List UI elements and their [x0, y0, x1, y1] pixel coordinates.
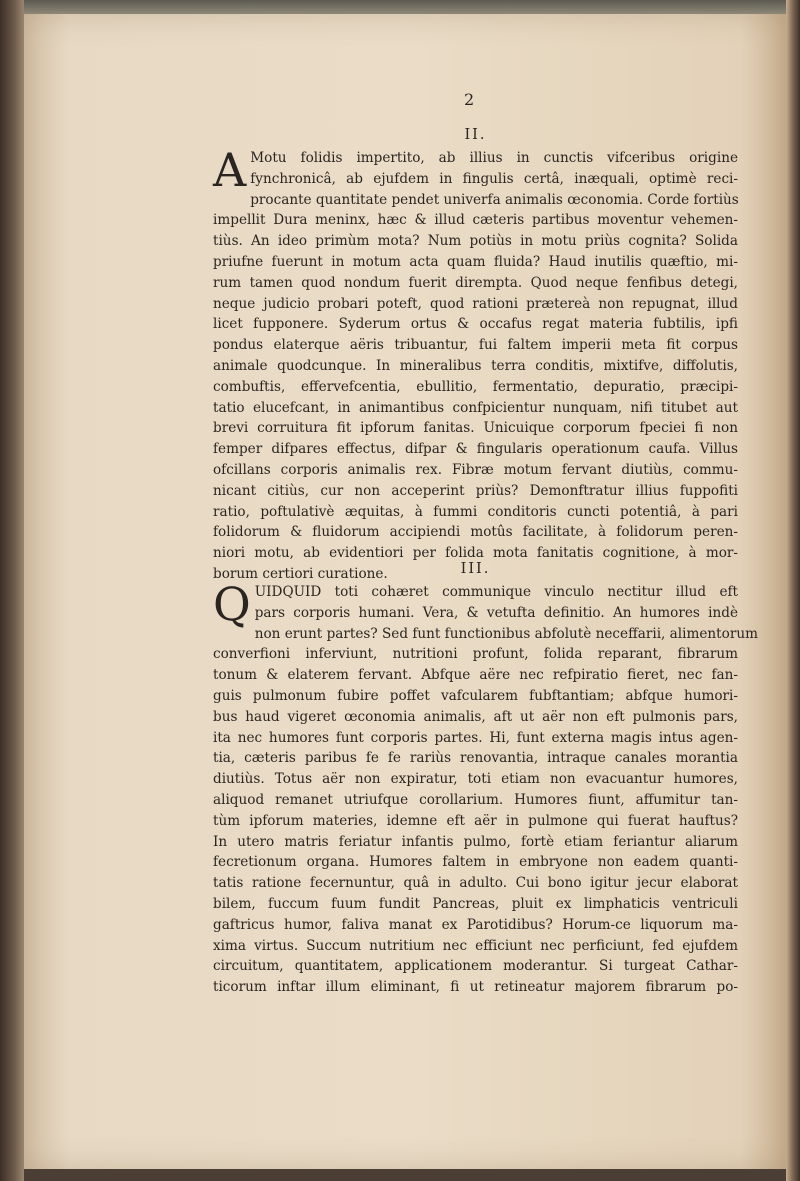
text-line: niori motu, ab evidentiori per folida mota fanitatis cognitione, à mor-	[213, 545, 738, 562]
text-line: brevi corruitura fit ipforum fanitas. Unicuique corporum fpeciei fi non	[213, 420, 738, 437]
text-line: ticorum inftar illum eliminant, fi ut retineatur majorem fibrarum po-	[213, 979, 738, 996]
text-line: tùm ipforum materies, idemne eft aër in pulmone qui fuerat hauftus?	[213, 812, 738, 829]
section-heading-iii: III.	[460, 561, 491, 577]
text-line: diutiùs. Totus aër non expiratur, toti etiam non evacuantur humores,	[213, 771, 738, 788]
text-line: borum certiori curatione.	[213, 565, 388, 582]
text-line: converfioni inferviunt, nutritioni profunt, folida reparant, fibrarum	[213, 646, 738, 663]
text-line: ratio, poftulativè æquitas, à fummi conditoris cuncti potentiâ, à pari	[213, 503, 738, 520]
text-line: folidorum & fluidorum accipiendi motûs facilitate, à folidorum peren-	[213, 524, 738, 541]
text-line: fynchronicâ, ab ejufdem in fingulis certâ, inæquali, optimè reci-	[250, 170, 738, 187]
text-line: tatio elucefcant, in animantibus confpicientur nunquam, nifi titubet aut	[213, 399, 738, 416]
section-iii-body	[213, 577, 758, 998]
text-line: Motu folidis impertito, ab illius in cunctis vifceribus origine	[250, 150, 738, 166]
text-line: ita nec humores funt corporis partes. Hi, funt externa magis intus agen-	[213, 729, 738, 746]
section-heading-ii: II.	[464, 127, 487, 143]
text-line: tia, cæteris paribus fe fe rariùs renovantia, intraque canales morantia	[213, 750, 738, 767]
dropcap-q: Q	[213, 577, 251, 631]
text-line: licet fupponere. Syderum ortus & occafus regat materia fubtilis, ipfi	[213, 316, 738, 333]
text-line: tiùs. An ideo primùm mota? Num potiùs in motu priùs cognita? Solida	[213, 233, 738, 250]
text-line: guis pulmonum fubire poffet vafcularem fubftantiam; abfque humori-	[213, 687, 738, 704]
text-line: tonum & elaterem fervant. Abfque aëre nec refpiratio fieret, nec fan-	[213, 667, 738, 684]
text-line: In utero matris feriatur infantis pulmo, fortè etiam feriantur aliarum	[213, 833, 738, 850]
section-ii-body	[213, 143, 739, 585]
text-line: xima virtus. Succum nutritium nec efficiunt nec perficiunt, fed ejufdem	[213, 937, 738, 954]
text-line: non erunt partes? Sed funt functionibus abfolutè neceffarii, alimentorum	[254, 625, 758, 642]
text-line: circuitum, quantitatem, applicationem moderantur. Si turgeat Cathar-	[213, 958, 738, 975]
text-line: impellit Dura meninx, hæc & illud cæteris partibus moventur vehemen-	[213, 212, 738, 229]
text-line: pars corporis humani. Vera, & vetufta definitio. An humores indè	[254, 604, 738, 621]
text-line: tatis ratione fecernuntur, quâ in adulto. Cui bono igitur jecur elaborat	[213, 875, 738, 892]
text-line: animale quodcunque. In mineralibus terra conditis, mixtifve, diffolutis,	[213, 357, 738, 374]
text-line: fecretionum organa. Humores faltem in embryone non eadem quanti-	[213, 854, 738, 871]
text-line: bilem, fuccum fuum fundit Pancreas, pluit ex limphaticis ventriculi	[213, 895, 738, 912]
text-line: pondus elaterque aëris tribuantur, fui faltem imperii meta fit corpus	[213, 337, 738, 354]
text-line: bus haud vigeret œconomia animalis, aft ut aër non eft pulmonis pars,	[213, 708, 738, 725]
text-line: priufne fuerunt in motum acta quam fluida? Haud inutilis quæftio, mi-	[213, 253, 738, 270]
text-line: UIDQUID toti cohæret communique vinculo nectitur illud eft	[254, 584, 738, 600]
dropcap-a: A	[213, 143, 247, 197]
text-line: rum tamen quod nondum fuerit dirempta. Quod neque fenfibus detegi,	[213, 274, 738, 291]
text-line: femper difpares effectus, difpar & fingularis operationum caufa. Villus	[213, 441, 738, 458]
text-line: aliquod remanet utriufque corollarium. Humores fiunt, affumitur tan-	[213, 791, 738, 808]
text-line: nicant citiùs, cur non acceperint priùs? Demonftratur illius fuppofiti	[213, 482, 738, 499]
book-spine	[0, 0, 24, 1181]
page-number: 2	[464, 90, 475, 109]
text-line: neque judicio probari poteft, quod rationi prætereà non repugnat, illud	[213, 295, 738, 312]
text-line: ofcillans corporis animalis rex. Fibræ motum fervant diutiùs, commu-	[213, 461, 738, 478]
text-line: procante quantitate pendet univerfa animalis œconomia. Corde fortiùs	[250, 191, 739, 208]
text-line: combuftis, effervefcentia, ebullitio, fermentatio, depuratio, præcipi-	[213, 378, 738, 395]
text-line: gaftricus humor, faliva manat ex Parotidibus? Horum-ce liquorum ma-	[213, 916, 738, 933]
page-right-edge	[786, 0, 800, 1181]
